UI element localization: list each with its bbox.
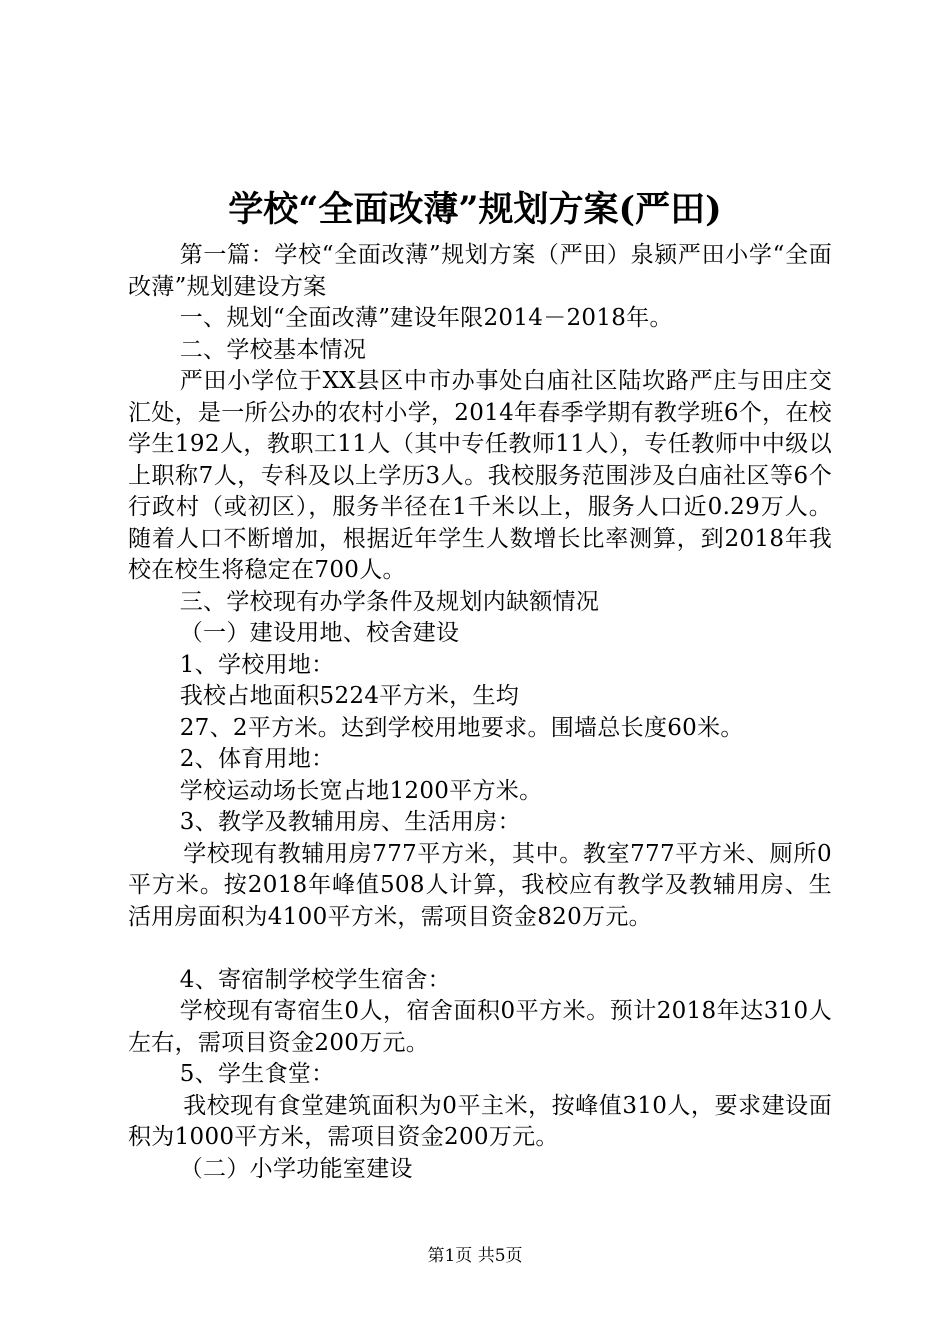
paragraph-dormitory: 学校现有寄宿生0人，宿舍面积0平方米。预计2018年达310人左右，需项目资金200万元。 xyxy=(128,998,832,1056)
paragraph-item-3-heading: 3、教学及教辅用房、生活用房： xyxy=(179,809,521,835)
document-body xyxy=(128,240,832,1185)
paragraph-teaching-rooms: 学校现有教辅用房777平方米，其中。教室777平方米、厕所0平方米。按2018年峰值508人计算，我校应有教学及教辅用房、生活用房面积为4100平方米，需项目资金820万元。 xyxy=(128,840,832,930)
page-footer: 第1页 共5页 xyxy=(427,1246,523,1266)
paragraph-intro: 第一篇：学校“全面改薄”规划方案（严田）泉颍严田小学“全面改薄”规划建设方案 xyxy=(128,242,832,300)
paragraph-item-4-heading: 4、寄宿制学校学生宿舍： xyxy=(179,966,451,993)
paragraph-spacer xyxy=(128,933,832,965)
paragraph-subsection-2-heading: （二）小学功能室建设 xyxy=(179,1155,413,1182)
paragraph-canteen: 我校现有食堂建筑面积为0平主米，按峰值310人，要求建设面积为1000平方米，需项目资金200万元。 xyxy=(128,1092,832,1150)
paragraph-section-2-heading: 二、学校基本情况 xyxy=(179,336,367,363)
paragraph-item-1-heading: 1、学校用地： xyxy=(179,651,335,678)
paragraph-section-3-heading: 三、学校现有办学条件及规划内缺额情况 xyxy=(179,588,600,615)
paragraph-land-area: 我校占地面积5224平方米，生均 xyxy=(179,683,520,709)
paragraph-land-per-student: 27、2平方米。达到学校用地要求。围墙总长度60米。 xyxy=(179,714,744,741)
paragraph-school-overview: 严田小学位于XX县区中市办事处白庙社区陆坎路严庄与田庄交汇处，是一所公办的农村小学，2014年春季学期有教学班6个，在校学生192人，教职工11人（其中专任教师11人），专任教师中中级以上职称7人，专科及以上学历3人。我校服务范围涉及白庙社区等6个行政村（或初区），服务半径在1千米以上，服务人口近0.29万人。随着人口不断增加，根据近年学生人数增长比率测算，到2018年我校在校生将稳定在700人。 xyxy=(128,368,832,583)
paragraph-item-5-heading: 5、学生食堂： xyxy=(179,1061,335,1087)
paragraph-subsection-1-heading: （一）建设用地、校舍建设 xyxy=(179,620,460,646)
paragraph-section-1: 一、规划“全面改薄”建设年限2014－2018年。 xyxy=(179,305,673,331)
paragraph-item-2-heading: 2、体育用地： xyxy=(179,746,335,772)
document-title: 学校“全面改薄”规划方案(严田) xyxy=(228,189,722,230)
paragraph-sports-area: 学校运动场长宽占地1200平方米。 xyxy=(179,777,543,804)
